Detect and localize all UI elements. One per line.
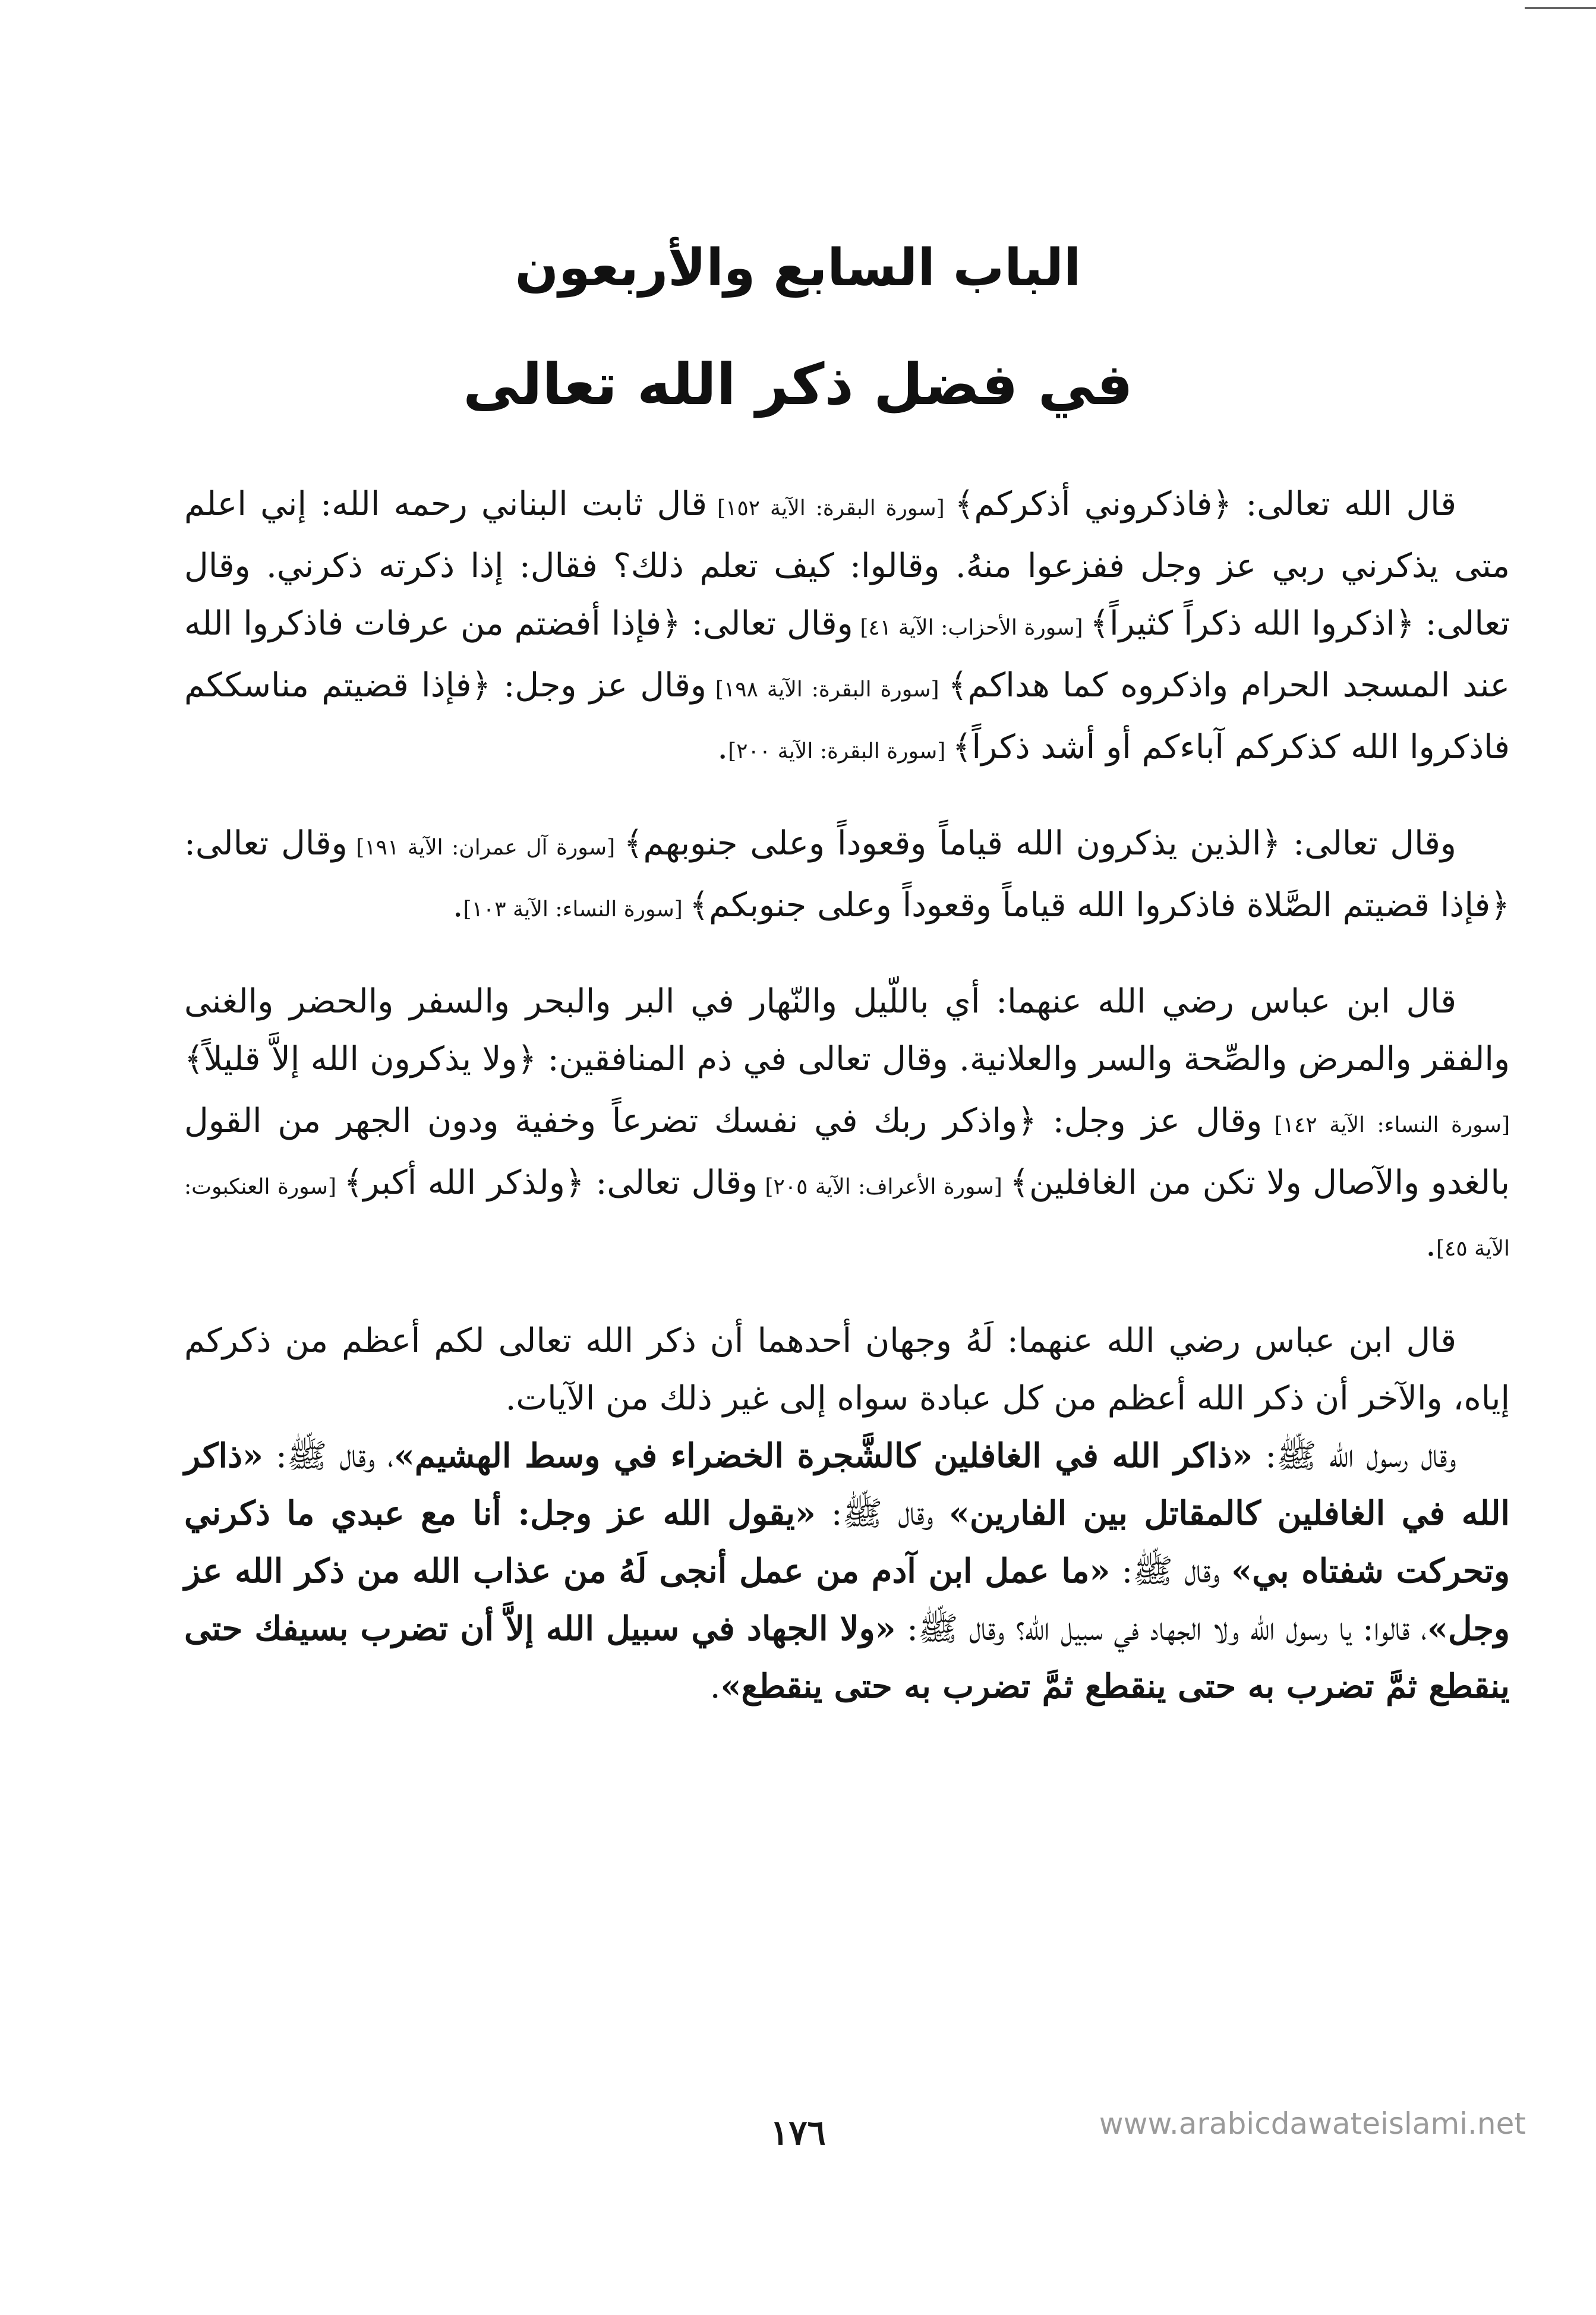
body-text: وقال تعالى: — [1280, 824, 1456, 863]
body-text: وقال ﷺ: — [1110, 1552, 1232, 1591]
quran-verse: ﴿الذين يذكرون الله قياماً وقعوداً وعلى جنوبهم﴾ — [623, 824, 1281, 863]
body-text: وقال عز وجل: — [1036, 1102, 1263, 1140]
body-text: وقال تعالى: — [680, 604, 853, 643]
body-text: قال ابن عباس رضي الله عنهما: لَهُ وجهان أحدهما أن ذكر الله تعالى لكم أعظم من ذكركم إياه، والآخر أن ذكر الله أعظم من كل عبادة سواه إلى غير ذلك من الآيات. — [184, 1321, 1510, 1418]
verse-reference: [سورة آل عمران: الآية ١٩١] — [347, 835, 624, 860]
chapter-title: الباب السابع والأربعون — [515, 238, 1081, 298]
hadith-quote: «ذاكر الله في الغافلين كالمقاتل بين الفارين» — [184, 1436, 1510, 1533]
hadith-quote: «ولا الجهاد في سبيل الله إلاَّ أن تضرب بسيفك حتى ينقطع ثمَّ تضرب به حتى ينقطع ثمَّ تضرب به حتى ينقطع» — [184, 1609, 1510, 1706]
paragraph — [184, 1427, 1510, 1715]
corner-mark — [1525, 7, 1596, 9]
body-text: ، وقال ﷺ: — [263, 1437, 394, 1475]
body-text: قال الله تعالى: — [1232, 485, 1457, 523]
hadith-quote: «ذاكر الله في الغافلين كالشَّجرة الخضراء في وسط الهشيم» — [393, 1436, 1253, 1475]
hadith-quote: «ما عمل ابن آدم من عمل أنجى لَهُ من عذاب الله من ذكر الله عز وجل» — [184, 1551, 1510, 1648]
quran-verse: ﴿فإذا قضيتم الصَّلاة فاذكروا الله قياماً وقعوداً وعلى جنوبكم﴾ — [689, 886, 1510, 925]
verse-reference: [سورة النساء: الآية ١٠٣] — [463, 897, 690, 922]
quran-verse: ﴿فإذا أفضتم من عرفات فاذكروا الله عند المسجد الحرام واذكروه كما هداكم﴾ — [184, 604, 1510, 705]
body-text: قال ثابت البناني رحمه الله: إني اعلم متى يذكرني ربي عز وجل ففزعوا منهُ. وقالوا: كيف تعلم ذلك؟ فقال: إذا ذكرته ذكرني. وقال تعالى: — [184, 485, 1510, 643]
quran-verse: ﴿ولا يذكرون الله إلاَّ قليلاً﴾ — [184, 1040, 537, 1078]
quran-verse: ﴿فإذا قضيتم مناسككم فاذكروا الله كذكركم آباءكم أو أشد ذكراً﴾ — [184, 666, 1510, 767]
body-text: . — [452, 886, 463, 925]
page-number: ١٧٦ — [770, 2112, 826, 2153]
hadith-quote: «يقول الله عز وجل: أنا مع عبدي ما ذكرني وتحركت شفتاه بي» — [184, 1494, 1510, 1591]
body-text: وقال تعالى: — [184, 824, 348, 863]
body-text: . — [1425, 1225, 1436, 1264]
verse-reference: [سورة البقرة: الآية ١٩٨] — [706, 677, 948, 702]
body-text: . — [709, 1667, 721, 1706]
chapter-subtitle: في فضل ذكر الله تعالى — [463, 351, 1133, 418]
verse-reference: [سورة النساء: الآية ١٤٢] — [1262, 1113, 1510, 1137]
quran-verse: ﴿اذكروا الله ذكراً كثيراً﴾ — [1090, 604, 1415, 643]
verse-reference: [سورة الأعراف: الآية ٢٠٥] — [758, 1175, 1010, 1199]
page-body — [184, 475, 1510, 1715]
body-text: وقال ﷺ: — [815, 1494, 949, 1533]
body-text: وقال عز وجل: — [491, 666, 706, 705]
paragraph — [184, 1312, 1510, 1427]
quran-verse: ﴿ولذكر الله أكبر﴾ — [343, 1163, 585, 1202]
quran-verse: ﴿فاذكروني أذكركم﴾ — [954, 485, 1232, 523]
paragraph — [184, 815, 1510, 938]
paragraph — [184, 973, 1510, 1278]
verse-reference: [سورة البقرة: الآية ١٥٢] — [707, 496, 955, 521]
body-text: قال ابن عباس رضي الله عنهما: أي باللّيل والنّهار في البر والبحر والسفر والحضر والغنى والفقر والمرض والصِّحة والسر والعلانية. وقال تعالى في ذم المنافقين: — [184, 982, 1510, 1078]
verse-reference: [سورة الأحزاب: الآية ٤١] — [853, 616, 1090, 640]
verse-reference: [سورة العنكبوت: الآية ٤٥] — [184, 1175, 1510, 1261]
body-text: . — [717, 728, 728, 767]
body-text: وقال رسول الله ﷺ: — [1253, 1437, 1456, 1475]
body-text: وقال تعالى: — [584, 1163, 758, 1202]
body-text: ، قالوا: يا رسول الله ولا الجهاد في سبيل الله؟ وقال ﷺ: — [895, 1610, 1427, 1648]
verse-reference: [سورة البقرة: الآية ٢٠٠] — [728, 739, 952, 764]
paragraph — [184, 475, 1510, 780]
watermark: www.arabicdawateislami.net — [1099, 2106, 1526, 2141]
quran-verse: ﴿واذكر ربك في نفسك تضرعاً وخفية ودون الجهر من القول بالغدو والآصال ولا تكن من الغافلين﴾ — [184, 1102, 1510, 1202]
